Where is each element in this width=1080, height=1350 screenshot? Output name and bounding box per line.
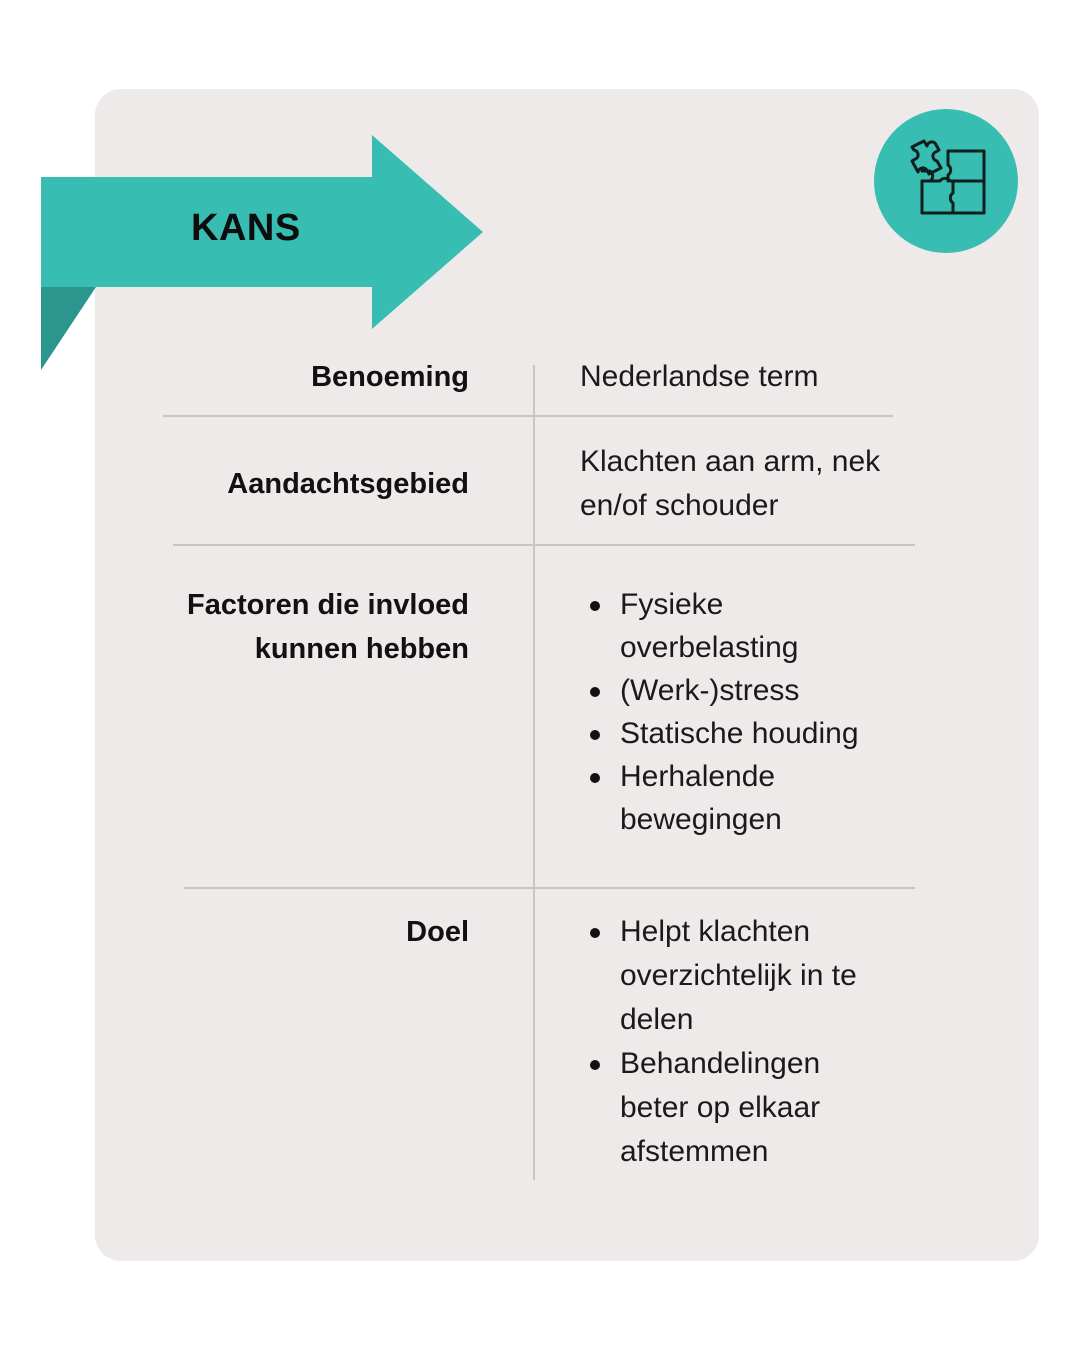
row-divider bbox=[163, 415, 893, 417]
row-divider bbox=[173, 544, 915, 546]
puzzle-icon bbox=[904, 135, 988, 219]
row-label-benoeming: Benoeming bbox=[311, 361, 469, 393]
page-title: KANS bbox=[191, 207, 301, 249]
row-label-factoren bbox=[187, 583, 469, 671]
row-label-doel: Doel bbox=[406, 916, 469, 948]
factoren-list bbox=[580, 583, 859, 841]
value-line: en/of schouder bbox=[580, 489, 779, 522]
row-divider bbox=[184, 887, 915, 889]
value-line: Klachten aan arm, nek bbox=[580, 445, 881, 478]
row-label-aandachtsgebied: Aandachtsgebied bbox=[227, 468, 469, 500]
list-item: Fysieke overbelasting bbox=[580, 583, 859, 669]
list-item: Helpt klachten overzichtelijk in te delen bbox=[580, 910, 857, 1042]
label-line: Factoren die invloed bbox=[187, 589, 469, 621]
list-item: Behandelingen beter op elkaar afstemmen bbox=[580, 1042, 857, 1174]
list-item: Statische houding bbox=[580, 712, 859, 755]
puzzle-badge bbox=[874, 109, 1018, 253]
list-item: Herhalende bewegingen bbox=[580, 755, 859, 841]
list-item: (Werk-)stress bbox=[580, 669, 859, 712]
doel-list bbox=[580, 910, 857, 1174]
table-column-divider bbox=[533, 365, 535, 1180]
row-value-benoeming: Nederlandse term bbox=[580, 360, 819, 393]
row-value-aandachtsgebied bbox=[580, 440, 880, 528]
label-line: kunnen hebben bbox=[254, 633, 469, 665]
